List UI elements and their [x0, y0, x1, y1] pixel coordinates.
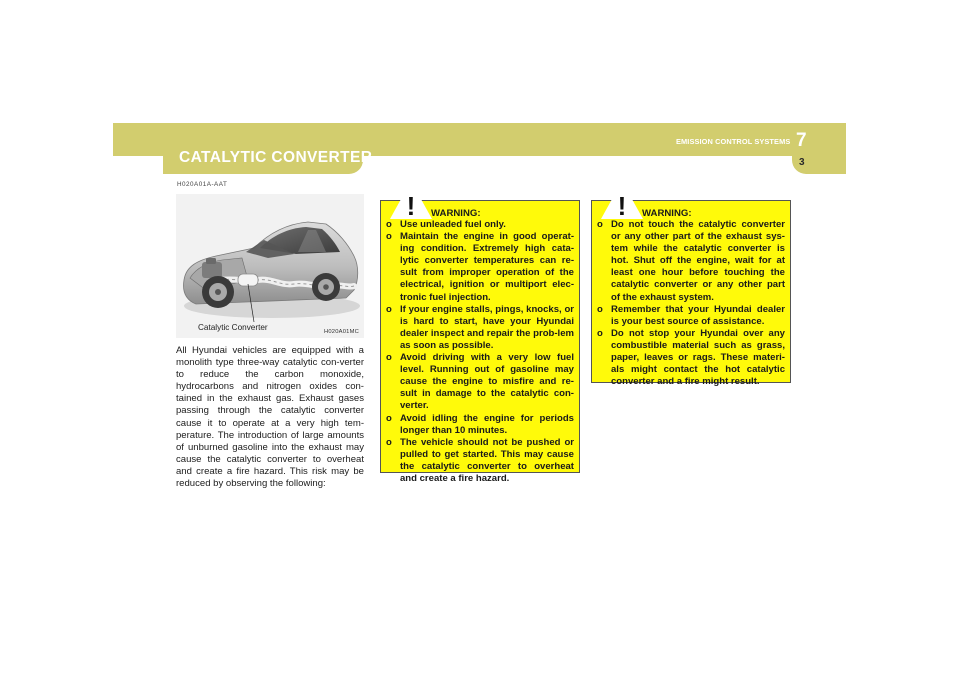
figure-code: H020A01MC: [324, 329, 359, 335]
list-item: o If your engine stalls, pings, knocks, or is hard to start, have your Hyundai dealer inspect and repair the prob-lem as soon as possible.: [386, 303, 574, 351]
warning-symbol: !: [617, 191, 627, 220]
warning-heading: WARNING:: [642, 208, 692, 219]
bullet: o: [386, 412, 392, 424]
list-item: o Do not stop your Hyundai over any combustible material such as grass, paper, leaves or rags. These materi-als might contact the hot catalytic converter and a fire might result.: [597, 327, 785, 388]
catalytic-converter-figure: [176, 194, 364, 338]
chapter-name: EMISSION CONTROL SYSTEMS: [676, 137, 791, 146]
page-title: CATALYTIC CONVERTER: [179, 149, 373, 166]
bullet: o: [597, 303, 603, 315]
bullet: o: [386, 436, 392, 448]
list-item: o Maintain the engine in good operat-ing condition. Extremely high cata-lytic converter temperatures can re-sult from improper operation of the electrical, ignition or multiport elec-tronic fuel injection.: [386, 231, 574, 303]
bullet: o: [597, 327, 603, 339]
warning-box-left: [380, 191, 580, 484]
warning-heading: WARNING:: [431, 208, 481, 219]
list-item: o Do not touch the catalytic converter or any other part of the exhaust sys-tem while the catalytic converter is hot. Shut off the engine, wait for at least one hour before touching the catalytic converter or any other part of the exhaust system.: [597, 219, 785, 303]
bullet: o: [386, 231, 392, 243]
bullet: o: [386, 303, 392, 315]
chapter-number: 7: [796, 130, 807, 151]
list-item: o The vehicle should not be pushed or pulled to get started. This may cause the catalytic converter to overheat and create a fire hazard.: [386, 436, 574, 484]
reference-code: H020A01A-AAT: [177, 181, 228, 188]
warning-triangle-icon: [600, 180, 644, 220]
list-item: o Use unleaded fuel only.: [386, 219, 506, 230]
body-paragraph: All Hyundai vehicles are equipped with a monolith type three-way catalytic con-verter to reduce the carbon monoxide, hydrocarbons and nitrogen oxides con-tained in the exhaust gas. Exhaust gases passing through the catalytic converter cause it to operate at a very high tem-perature. The introduction of large amounts of unburned gasoline into the exhaust may cause the catalytic converter to overheat and create a fire hazard. This risk may be reduced by observing the following:: [176, 345, 364, 490]
car-illustration: [176, 194, 364, 338]
warning-symbol: !: [406, 191, 416, 220]
list-item: o Avoid driving with a very low fuel level. Running out of gasoline may cause the engine to misfire and re-sult in damage to the catalytic con-verter.: [386, 352, 574, 412]
bullet: o: [386, 219, 392, 230]
list-item: o Remember that your Hyundai dealer is your best source of assistance.: [597, 303, 785, 327]
page-number: 3: [799, 157, 805, 168]
figure-label: Catalytic Converter: [198, 323, 268, 332]
warning-list: [386, 219, 574, 485]
warning-triangle-icon: [389, 180, 433, 220]
bullet: o: [386, 352, 392, 364]
bullet: o: [597, 219, 603, 230]
list-item: o Avoid idling the engine for periods longer than 10 minutes.: [386, 412, 574, 436]
warning-box-right: [591, 191, 791, 388]
warning-list: [597, 219, 785, 388]
